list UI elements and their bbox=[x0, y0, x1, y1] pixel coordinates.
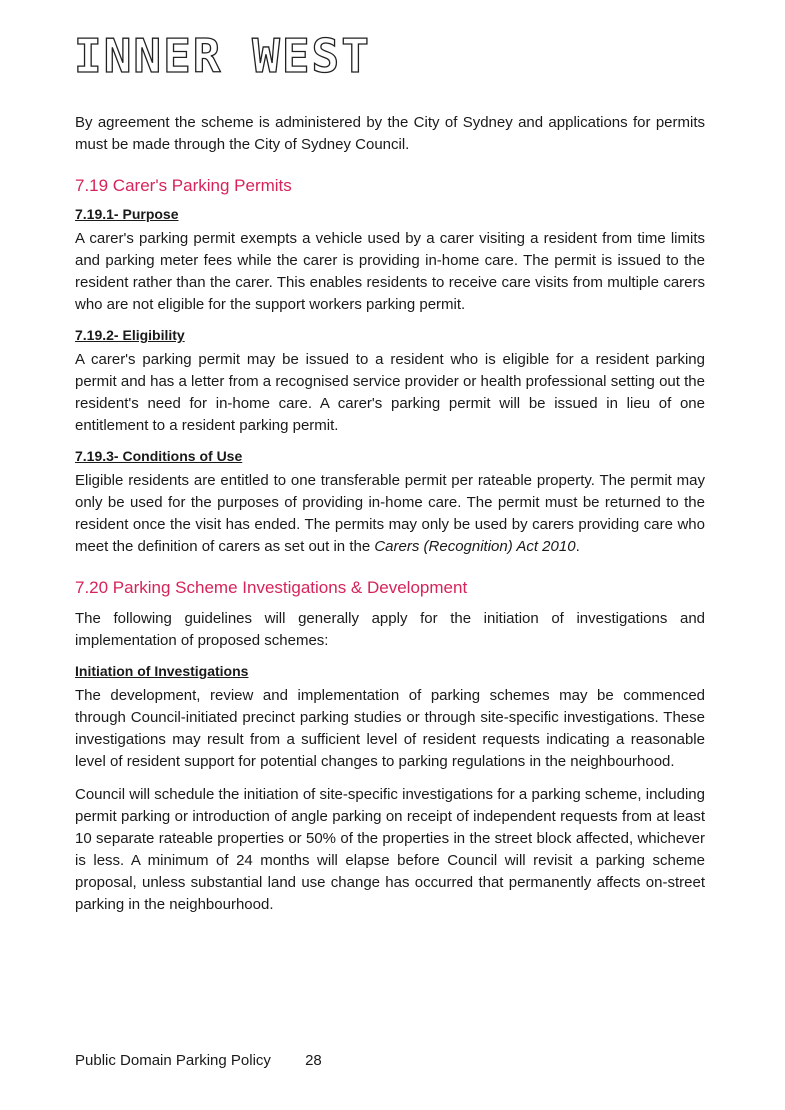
conditions-paragraph bbox=[75, 470, 705, 558]
initiation-paragraph-1: The development, review and implementation of parking schemes may be commenced through Council-initiated precinct parking studies or through site-specific investigations. These investigations may result from a sufficient level of resident requests indicating a reasonable level of resident support for potential changes to parking regulations in the neighbourhood. bbox=[75, 687, 705, 770]
conditions-end: . bbox=[575, 538, 580, 555]
logo-text: INNER WEST bbox=[74, 30, 371, 80]
guidelines-intro: The following guidelines will generally apply for the initiation of investigations and implementation of proposed schemes: bbox=[75, 610, 705, 649]
purpose-paragraph: A carer's parking permit exempts a vehicle used by a carer visiting a resident from time limits and parking meter fees while the carer is providing in-home care. The permit is issued to the resident rather than the carer. This enables residents to receive care visits from multiple carers who are not eligible for the support workers parking permit. bbox=[75, 230, 705, 313]
footer-title: Public Domain Parking Policy bbox=[75, 1052, 271, 1069]
section-heading-7-20: 7.20 Parking Scheme Investigations & Development bbox=[75, 578, 468, 597]
conditions-text: Eligible residents are entitled to one transferable permit per rateable property. The permit may only be used for the purposes of providing in-home care. The permit must be returned to the resident once the visit has ended. The permits may only be used by carers providing care who meet the definition of carers as set out in the bbox=[75, 472, 705, 555]
intro-paragraph: By agreement the scheme is administered by the City of Sydney and applications for permits must be made through the City of Sydney Council. bbox=[75, 114, 705, 153]
initiation-paragraph-2: Council will schedule the initiation of site-specific investigations for a parking scheme, including permit parking or introduction of angle parking on receipt of independent requests from at least 10 separate rateable properties or 50% of the properties in the street block affected, whichever is less. A minimum of 24 months will elapse before Council will revisit a parking scheme proposal, unless substantial land use change has occurred that permanently affects on-street parking in the neighbourhood. bbox=[75, 786, 705, 913]
subheading-conditions: 7.19.3- Conditions of Use bbox=[75, 448, 243, 464]
page-footer bbox=[75, 1052, 352, 1069]
document-body bbox=[75, 112, 705, 927]
page-number: 28 bbox=[305, 1052, 322, 1069]
subheading-eligibility: 7.19.2- Eligibility bbox=[75, 327, 185, 343]
inner-west-logo bbox=[74, 30, 374, 80]
eligibility-paragraph: A carer's parking permit may be issued to a resident who is eligible for a resident parking permit and has a letter from a recognised service provider or health professional setting out the resident's need for in-home care. A carer's parking permit will be issued in lieu of one entitlement to a resident parking permit. bbox=[75, 351, 705, 434]
act-citation: Carers (Recognition) Act 2010 bbox=[374, 538, 576, 555]
subheading-purpose: 7.19.1- Purpose bbox=[75, 206, 179, 222]
subheading-initiation: Initiation of Investigations bbox=[75, 663, 249, 679]
section-heading-7-19: 7.19 Carer's Parking Permits bbox=[75, 176, 292, 195]
